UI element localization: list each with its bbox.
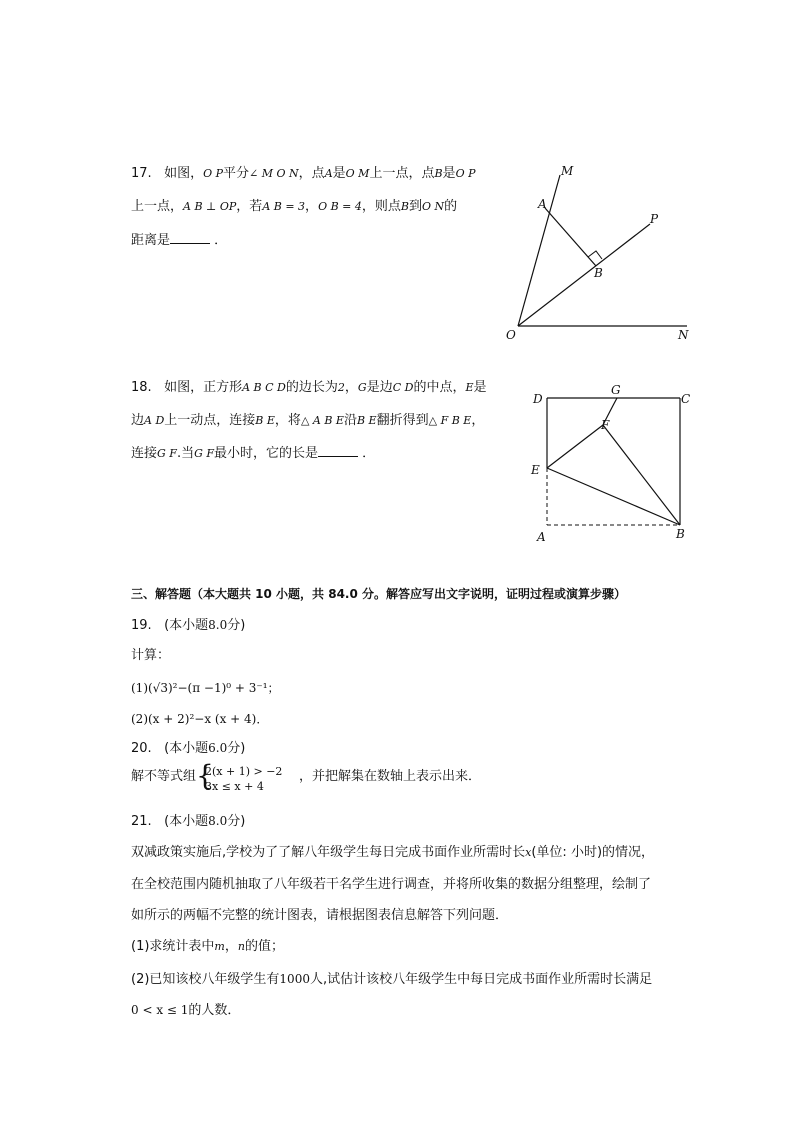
text: ，点 bbox=[298, 166, 325, 181]
q21-part1 bbox=[131, 939, 284, 955]
label-B: B bbox=[676, 527, 685, 541]
ray-op bbox=[518, 224, 650, 326]
math: A B = 3 bbox=[262, 200, 306, 213]
text: ， bbox=[305, 199, 319, 214]
math: 0 < x ≤ 1 bbox=[131, 1003, 189, 1017]
math: O N bbox=[422, 200, 445, 213]
label-D: D bbox=[533, 392, 543, 406]
text: ． bbox=[362, 446, 376, 461]
score-value: 8.0 bbox=[208, 814, 228, 828]
math: G bbox=[357, 381, 367, 394]
text: ， bbox=[224, 939, 238, 954]
q20-post: ，并把解集在数轴上表示出来． bbox=[299, 769, 482, 784]
text: ，将 bbox=[274, 413, 301, 428]
answer-blank[interactable] bbox=[318, 444, 358, 457]
math: O P bbox=[455, 167, 476, 180]
label-A: A bbox=[538, 197, 547, 211]
math: G F bbox=[194, 447, 214, 460]
math: O P bbox=[203, 167, 224, 180]
math: B E bbox=[356, 414, 377, 427]
text: 上一点，点 bbox=[369, 166, 435, 181]
math: O B = 4 bbox=[318, 200, 362, 213]
text: 翻折得到 bbox=[376, 413, 429, 428]
math: G F bbox=[157, 447, 177, 460]
text: 到 bbox=[408, 199, 422, 214]
q20-number: 20. bbox=[131, 741, 152, 756]
q21-part2 bbox=[131, 971, 652, 988]
q21-part2-cont bbox=[131, 1002, 240, 1019]
math: A D bbox=[144, 414, 165, 427]
q18-line2 bbox=[131, 413, 484, 429]
text: ，则点 bbox=[361, 199, 401, 214]
q17-line1 bbox=[131, 166, 475, 182]
score-label: 分) bbox=[227, 741, 246, 756]
math: x bbox=[525, 846, 532, 859]
score-label: (本小题 bbox=[164, 814, 209, 829]
q21-line3: 如所示的两幅不完整的统计图表，请根据图表信息解答下列问题． bbox=[131, 908, 509, 923]
q19-header bbox=[131, 617, 245, 634]
text: (单位: 小时)的情况， bbox=[531, 845, 655, 860]
label-E: E bbox=[531, 463, 540, 477]
text: ， bbox=[344, 380, 358, 395]
text: 的人数． bbox=[188, 1003, 241, 1018]
math: B bbox=[434, 167, 443, 180]
math: △ A B E bbox=[300, 414, 344, 427]
text: 是 bbox=[332, 166, 346, 181]
text: ． bbox=[214, 233, 228, 248]
text: 边 bbox=[131, 413, 145, 428]
label-M: M bbox=[561, 164, 574, 178]
q19-part1: (1)(√3)²−(π −1)⁰ + 3⁻¹； bbox=[131, 681, 280, 695]
text: ，若 bbox=[236, 199, 263, 214]
segment-eb bbox=[547, 468, 680, 525]
label-G: G bbox=[611, 383, 621, 397]
answer-blank[interactable] bbox=[170, 231, 210, 244]
score-label: (本小题 bbox=[164, 741, 209, 756]
q20-ineq1: 2(x + 1) > −2 bbox=[205, 765, 283, 778]
math: E bbox=[465, 381, 474, 394]
math: A bbox=[324, 167, 333, 180]
q17-figure bbox=[500, 160, 700, 350]
math: B E bbox=[255, 414, 275, 427]
math: B bbox=[400, 200, 409, 213]
q19-part2: (2)(x + 2)²−x (x + 4)． bbox=[131, 712, 269, 726]
text: 双减政策实施后,学校为了了解八年级学生每日完成书面作业所需时长 bbox=[131, 845, 526, 860]
text: 的边长为 bbox=[285, 380, 338, 395]
text: 的 bbox=[444, 199, 458, 214]
math: △ F B E bbox=[428, 414, 472, 427]
math: m bbox=[214, 940, 225, 953]
math: n bbox=[237, 940, 245, 953]
right-angle-mark bbox=[588, 251, 602, 259]
q21-line2: 在全校范围内随机抽取了八年级若干名学生进行调查，并将所收集的数据分组整理，绘制了 bbox=[131, 877, 652, 892]
text: 沿 bbox=[343, 413, 357, 428]
q17-line3 bbox=[131, 231, 227, 249]
math: 2 bbox=[337, 381, 345, 394]
score-value: 6.0 bbox=[208, 741, 228, 755]
q18-line3 bbox=[131, 444, 375, 462]
text: 的中点， bbox=[413, 380, 466, 395]
label-C: C bbox=[681, 392, 691, 406]
text: 是 bbox=[473, 380, 487, 395]
q18-line1 bbox=[131, 380, 487, 396]
math: 1000 bbox=[279, 972, 310, 986]
system-brace: { bbox=[196, 759, 214, 792]
q19-calc: 计算： bbox=[131, 648, 171, 663]
text: 的值； bbox=[244, 939, 284, 954]
q20-header bbox=[131, 740, 245, 757]
math: A B ⊥ OP bbox=[183, 200, 237, 213]
q17-line2 bbox=[131, 199, 457, 215]
text: 是边 bbox=[366, 380, 393, 395]
text: 最小时，它的长是 bbox=[214, 446, 319, 461]
q20-pre: 解不等式组 bbox=[131, 769, 197, 784]
score-label: 分) bbox=[227, 814, 246, 829]
text: 人,试估计该校八年级学生中每日完成书面作业所需时长满足 bbox=[309, 972, 653, 987]
text: .当 bbox=[176, 446, 195, 461]
text: 上一点， bbox=[131, 199, 184, 214]
score-label: (本小题 bbox=[164, 618, 209, 633]
text: (2)已知该校八年级学生有 bbox=[131, 972, 280, 987]
q20-ineq2: 3x ≤ x + 4 bbox=[205, 780, 264, 793]
text: 上一动点，连接 bbox=[164, 413, 256, 428]
score-label: 分) bbox=[227, 618, 246, 633]
q17-number: 17. bbox=[131, 166, 152, 181]
text: 是 bbox=[442, 166, 456, 181]
text: 距离是 bbox=[131, 233, 171, 248]
q19-number: 19. bbox=[131, 618, 152, 633]
math: C D bbox=[392, 381, 414, 394]
section-heading: 三、解答题（本大题共 10 小题，共 84.0 分。解答应写出文字说明，证明过程或演算步骤） bbox=[131, 587, 627, 601]
label-N: N bbox=[678, 328, 689, 342]
text: (1)求统计表中 bbox=[131, 939, 215, 954]
math: A B C D bbox=[242, 381, 286, 394]
label-O: O bbox=[506, 328, 516, 342]
text: 平分 bbox=[223, 166, 250, 181]
label-A: A bbox=[537, 530, 546, 544]
q21-line1 bbox=[131, 845, 654, 861]
segment-ef bbox=[547, 425, 603, 468]
q18-figure bbox=[525, 380, 700, 550]
label-B: B bbox=[594, 266, 603, 280]
q21-number: 21. bbox=[131, 814, 152, 829]
text: 如图，正方形 bbox=[164, 380, 243, 395]
math: O M bbox=[345, 167, 370, 180]
math: ∠ M O N bbox=[249, 167, 299, 180]
label-F: F bbox=[601, 418, 610, 432]
text: 如图， bbox=[164, 166, 204, 181]
q21-header bbox=[131, 813, 245, 830]
text: ， bbox=[471, 413, 485, 428]
q18-number: 18. bbox=[131, 380, 152, 395]
score-value: 8.0 bbox=[208, 618, 228, 632]
segment-fb bbox=[603, 425, 680, 525]
label-P: P bbox=[650, 212, 659, 226]
text: 连接 bbox=[131, 446, 158, 461]
